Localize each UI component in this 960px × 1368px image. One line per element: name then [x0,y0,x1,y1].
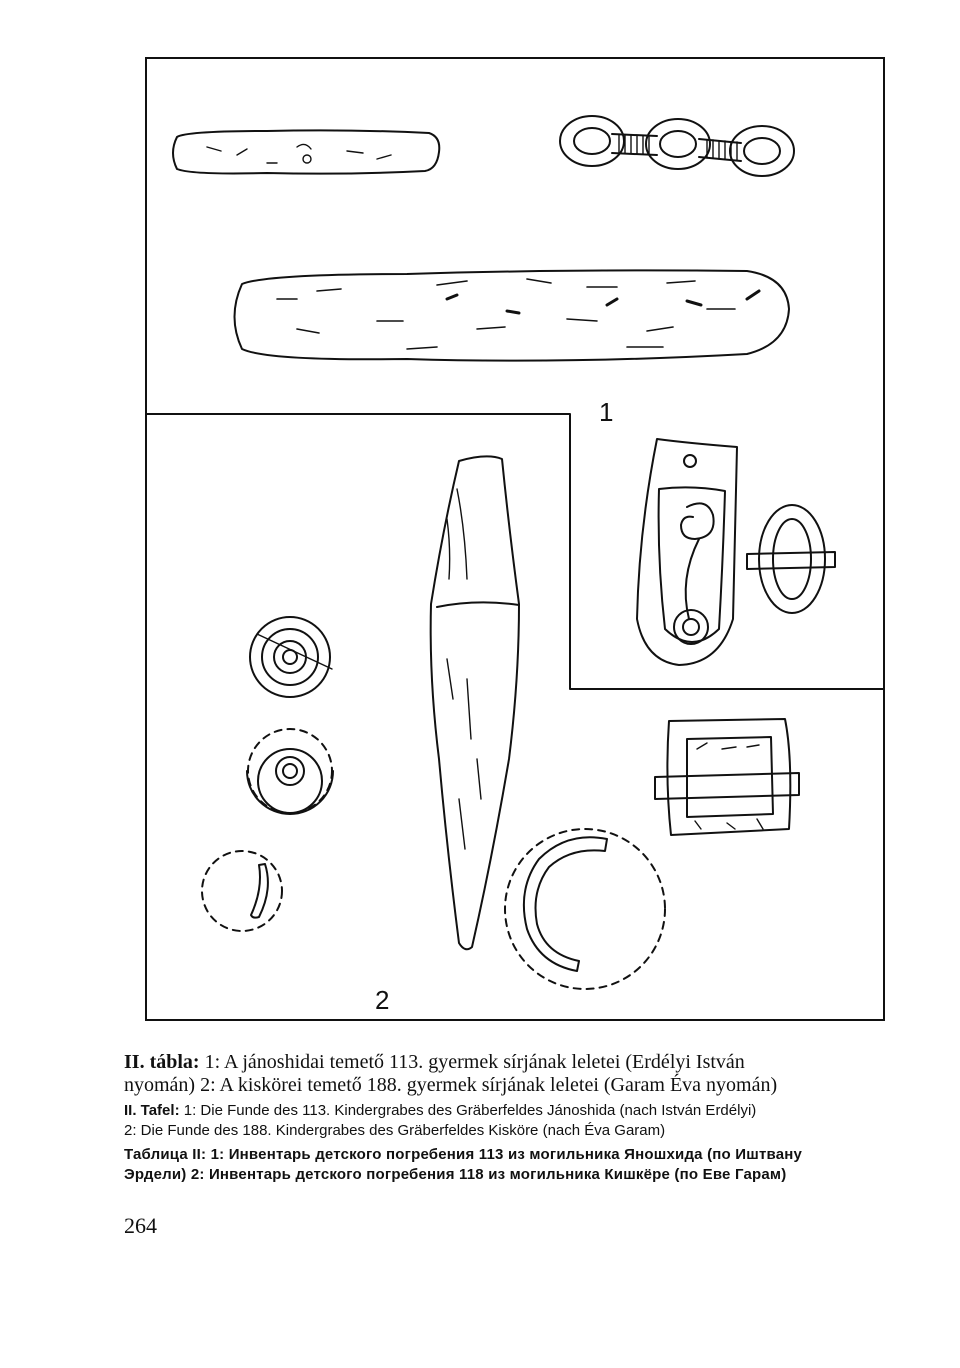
chain-link [560,116,794,176]
caption-hu-line-2: nyomán) 2: A kiskörei temető 188. gyermek sírjának leletei (Garam Éva nyomán) [124,1074,778,1096]
caption-german [124,1101,894,1141]
figure-plate [145,57,885,1021]
artifact-drawing [147,59,883,1019]
square-buckle [655,719,799,835]
page-number: 264 [124,1213,157,1238]
caption-hu-line-1 [124,1051,894,1074]
caption-de-label: II. Tafel: [124,1102,180,1119]
spindle-whorl-2 [247,729,333,814]
caption-ru-text-1: 1: Инвентарь детского погребения 113 из могильника Яношхида (по Иштвану [206,1146,803,1163]
iron-knife [431,456,519,949]
caption-ru-line-2: Эрдели) 2: Инвентарь детского погребения 118 из могильника Кишкёре (по Еве Гарам) [124,1166,787,1183]
iron-blade-long [235,270,790,360]
panel-label-1: 1 [599,397,614,427]
iron-fragment-small [173,130,439,173]
caption-ru-line-1 [124,1145,894,1165]
caption-de-line-1 [124,1101,894,1121]
oval-buckle [747,505,835,613]
caption-hungarian [124,1051,894,1097]
caption-hu-label: II. tábla: [124,1051,200,1073]
strap-end-ornamented [637,439,737,665]
bracelet-ring [505,829,665,989]
caption-de-line-2: 2: Die Funde des 188. Kindergrabes des Gräberfeldes Kisköre (nach Éva Garam) [124,1122,666,1139]
caption-hu-text-1: 1: A jánoshidai temető 113. gyermek sírjának leletei (Erdélyi István [199,1051,745,1073]
spindle-whorl-1 [250,617,332,697]
caption-de-text-1: 1: Die Funde des 113. Kindergrabes des Gräberfeldes Jánoshida (nach István Erdélyi) [179,1102,757,1119]
ring-fragment-small [202,851,282,931]
caption-ru-label: Таблица II: [124,1146,207,1163]
caption-russian [124,1145,894,1185]
panel-label-2: 2 [375,985,390,1015]
